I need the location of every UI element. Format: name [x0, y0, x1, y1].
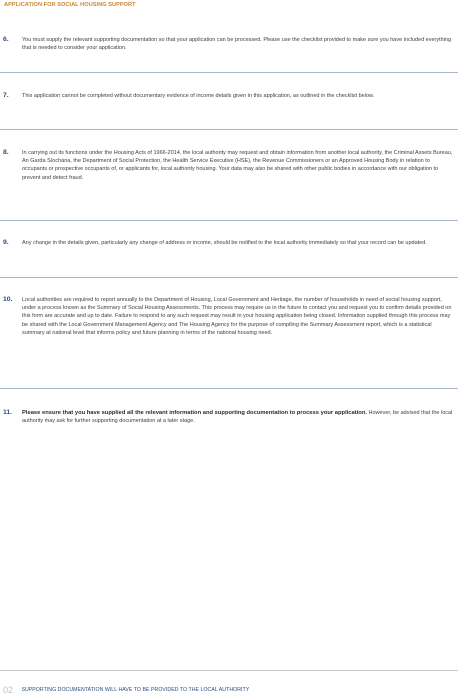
page-footer [3, 681, 249, 699]
section-text [22, 409, 454, 425]
page-header-title: APPLICATION FOR SOCIAL HOUSING SUPPORT [4, 2, 136, 8]
section-text: This application cannot be completed without documentary evidence of income details given in this application, as outlined in the checklist below. [22, 93, 375, 99]
section-divider [0, 277, 458, 278]
section-number: 10. [3, 296, 13, 303]
footer-rule [0, 670, 458, 671]
section-text: You must supply the relevant supporting documentation so that your application can be processed. Please use the checklist provided to make sure you have included everything that is needed to consider your application. [22, 37, 452, 52]
section-text: Any change in the details given, particularly any change of address or income, should be notified to the local authority immediately so that your record can be updated. [22, 240, 427, 246]
section-number: 8. [3, 149, 9, 156]
section-number: 7. [3, 92, 9, 99]
section-number: 6. [3, 36, 9, 43]
section-divider [0, 72, 458, 73]
page-number: 02 [3, 684, 14, 695]
section-text: Local authorities are required to report annually to the Department of Housing, Local Government and Heritage, the number of households in need of social housing support, under a process known as the Summary of Social Housing Assessments. This process may require us in the future to contact you and request you to confirm details provided on this form are accurate and up to date. Failure to respond to any such request may result in your housing application being closed. Information supplied through this process may be shared with the Local Government Management Agency and The Housing Agency for the purpose of compiling the Summary Assessment report, which is a statistical summary at national level that informs policy and future planning in terms of the national housing need. [22, 297, 452, 336]
footer-text: SUPPORTING DOCUMENTATION WILL HAVE TO BE PROVIDED TO THE LOCAL AUTHORITY [21, 686, 250, 693]
section-text: In carrying out its functions under the Housing Acts of 1966-2014, the local authority may request and obtain information from another local authority, the Criminal Assets Bureau, An Garda Síochána, the Department of Social Protection, the Health Service Executive (HSE), the Revenue Commissioners or an Approved Housing Body in relation to occupants or prospective occupants of, or applicants for, local authority housing. Your data may also be shared with other public bodies in accordance with our obligation to prevent and detect fraud. [22, 150, 453, 181]
section-divider [0, 220, 458, 221]
section-regular-text: However, be advised that the local authority may ask for further supporting documentation at a later stage. [22, 410, 453, 425]
section-bold-text: Please ensure that you have supplied all the relevant information and supporting documentation to process your application. [22, 410, 367, 416]
section-divider [0, 129, 458, 130]
section-divider [0, 388, 458, 389]
section-number: 9. [3, 239, 9, 246]
section-number: 11. [3, 409, 13, 416]
